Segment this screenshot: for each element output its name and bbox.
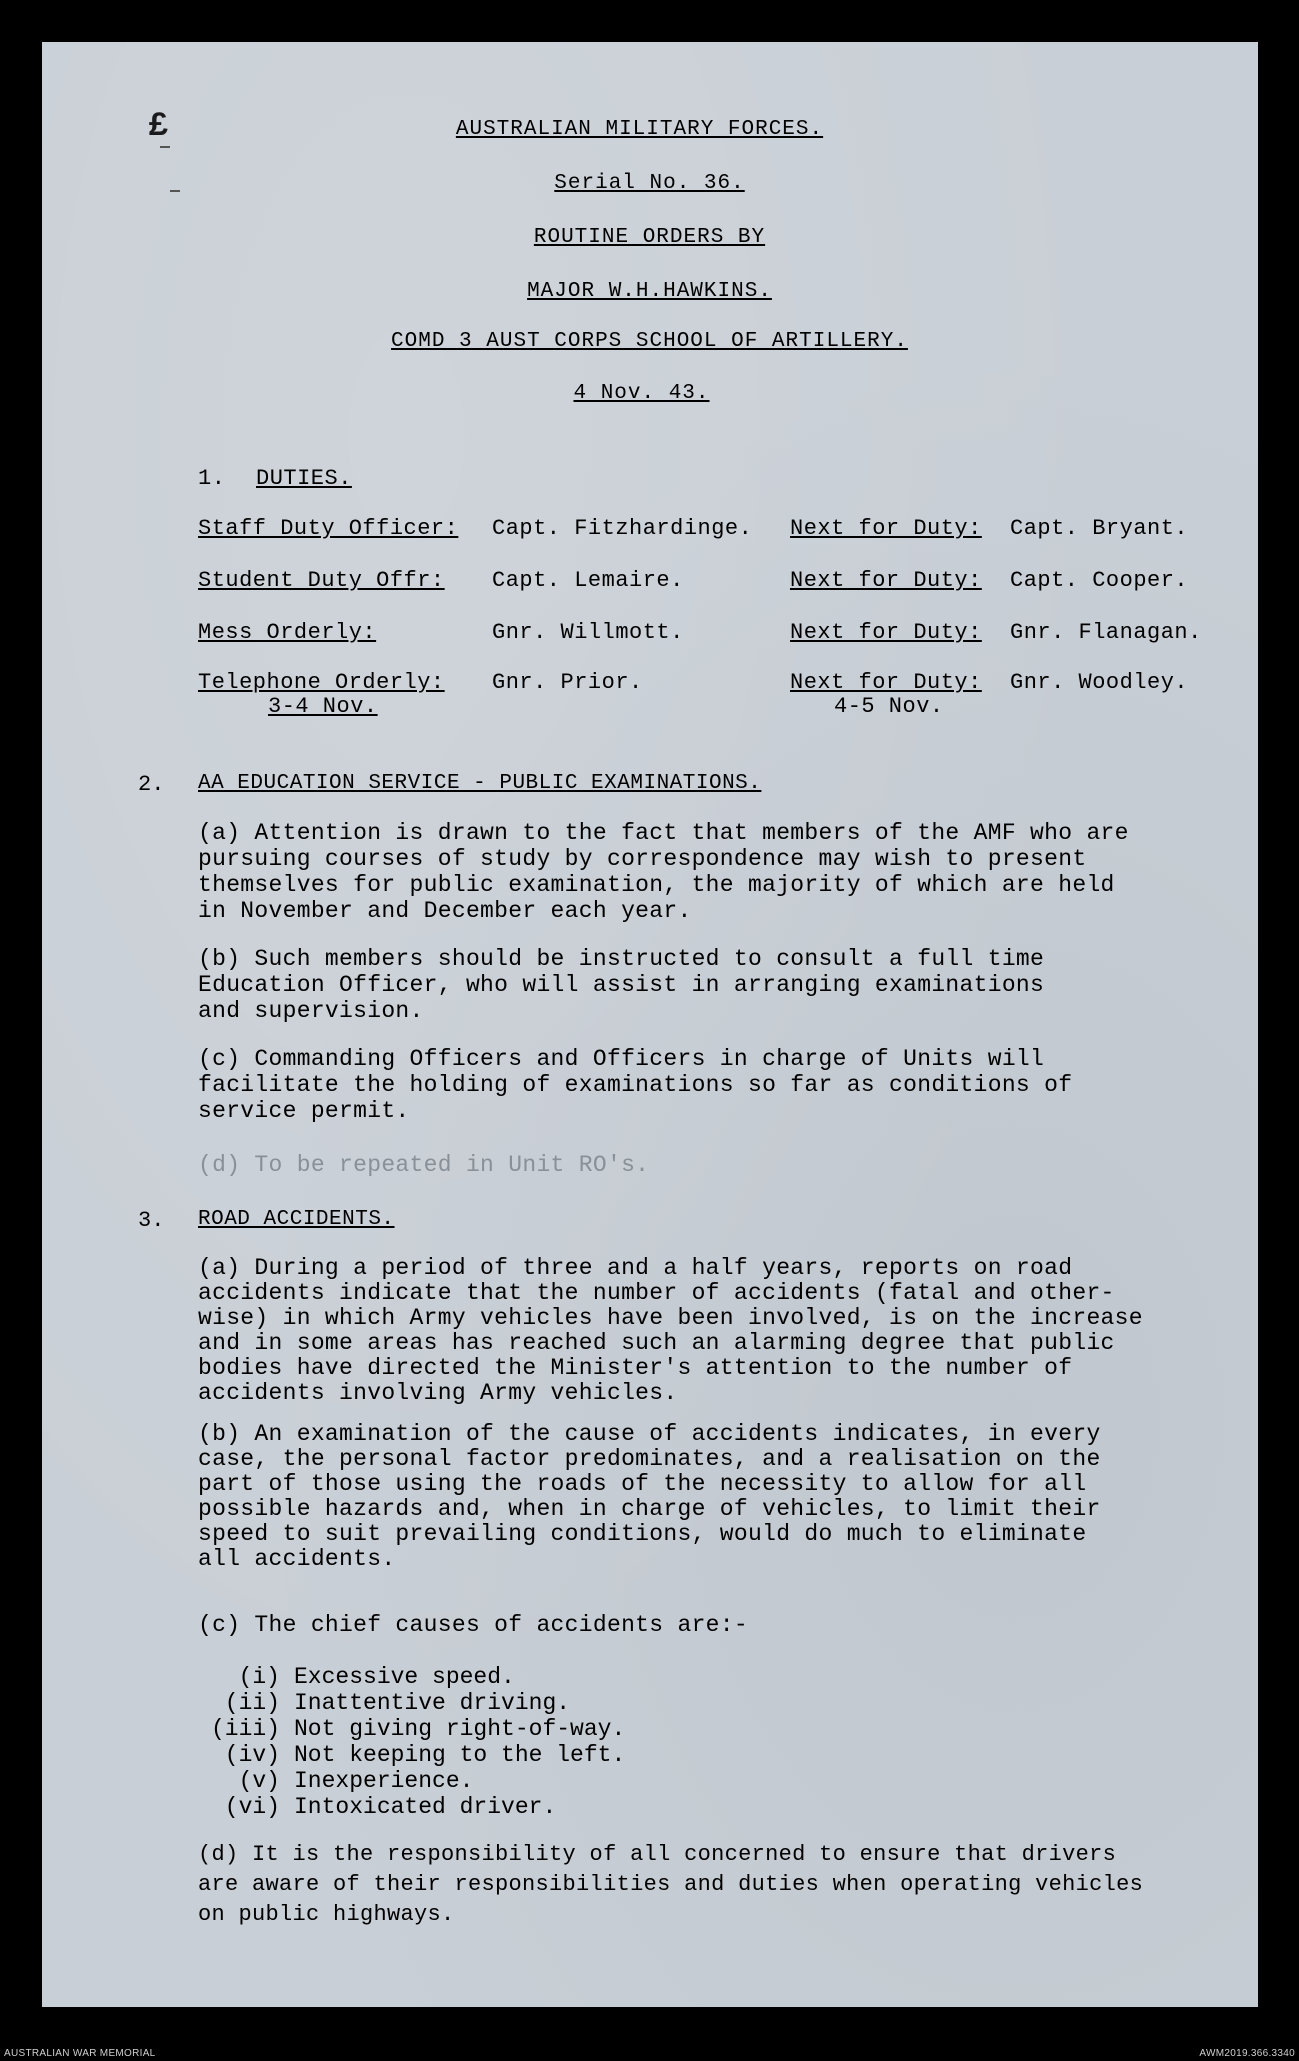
next-duty-name: Gnr. Woodley. [1010,670,1189,695]
header-line-2: Serial No. 36. [554,172,745,195]
footer-source: AUSTRALIAN WAR MEMORIAL [4,2048,156,2059]
duty-role: Staff Duty Officer: [198,516,459,541]
list-item-text: Intoxicated driver. [294,1794,557,1820]
section-2-para-c: (c) Commanding Officers and Officers in charge of Units will facilitate the holding of examinations so far as conditions of service permit. [198,1046,1073,1124]
list-item-label: (i) [238,1664,280,1690]
next-duty-label: Next for Duty: [790,620,982,645]
duty-name: Capt. Fitzhardinge. [492,516,753,541]
duty-role: Student Duty Offr: [198,568,445,593]
next-duty-label: Next for Duty: [790,516,982,541]
section-3-title: ROAD ACCIDENTS. [198,1208,395,1231]
list-item-label: (vi) [224,1794,280,1820]
header-line-1: AUSTRALIAN MILITARY FORCES. [455,118,824,141]
list-item [190,1768,473,1794]
list-item-label: (v) [238,1768,280,1794]
header-line-4: MAJOR W.H.HAWKINS. [527,280,772,303]
section-2-number: 2. [138,772,165,797]
section-2-para-a: (a) Attention is drawn to the fact that members of the AMF who are pursuing courses of study by correspondence may wish to present themselves for public examination, the majority of which are held in November and December each year. [198,820,1129,924]
list-item-text: Not giving right-of-way. [294,1716,626,1742]
section-2-para-d: (d) To be repeated in Unit RO's. [198,1152,650,1178]
footer-accession-number: AWM2019.366.3340 [1199,2048,1295,2059]
margin-mark: £ [148,108,169,146]
list-item [190,1664,515,1690]
section-3-para-b: (b) An examination of the cause of accidents indicates, in every case, the personal factor predominates, and a realisation on the part of those using the roads of the necessity to allow for all possible hazards and, when in charge of vehicles, to limit their speed to suit prevailing conditions, would do much to eliminate all accidents. [198,1421,1101,1572]
list-item-label: (iii) [210,1716,280,1742]
section-3-number: 3. [138,1208,165,1233]
duty-role: Mess Orderly: [198,620,377,645]
list-item [190,1716,625,1742]
section-2-para-b: (b) Such members should be instructed to consult a full time Education Officer, who will assist in arranging examinations and supervision. [198,946,1045,1024]
header-line-5: COMD 3 AUST CORPS SCHOOL OF ARTILLERY. [391,330,908,353]
list-item [190,1690,570,1716]
duty-name: Gnr. Prior. [492,670,643,695]
list-item-text: Inattentive driving. [294,1690,571,1716]
next-duty-label: Next for Duty: [790,568,982,593]
list-item-label: (iv) [224,1742,280,1768]
duty-name: Gnr. Willmott. [492,620,684,645]
section-2-title: AA EDUCATION SERVICE - PUBLIC EXAMINATIONS. [198,772,762,795]
list-item [190,1742,625,1768]
section-3-para-a: (a) During a period of three and a half years, reports on road accidents indicate that the number of accidents (fatal and other- wise) in which Army vehicles have been involved, is on the increase and in some areas has reached such an alarming degree that public bodies have directed the Minister's attention to the number of accidents involving Army vehicles. [198,1255,1143,1406]
section-1-number: 1. [198,466,226,491]
section-3-para-d: (d) It is the responsibility of all concerned to ensure that drivers are aware of their responsibilities and duties when operating vehicles on public highways. [198,1842,1144,1927]
list-item-text: Inexperience. [294,1768,474,1794]
next-duty-name: Capt. Bryant. [1010,516,1189,541]
list-item-label: (ii) [224,1690,280,1716]
duty-role: Telephone Orderly: [198,670,445,695]
duty-name: Capt. Lemaire. [492,568,684,593]
header-line-3: ROUTINE ORDERS BY [533,226,766,249]
section-3-para-c: (c) The chief causes of accidents are:- [198,1612,748,1638]
next-duty-name: Capt. Cooper. [1010,568,1189,593]
header-line-6: 4 Nov. 43. [573,382,710,405]
next-duty-label: Next for Duty: [790,670,982,695]
next-duty-date: 4-5 Nov. [834,694,944,719]
list-item-text: Excessive speed. [294,1664,515,1690]
next-duty-name: Gnr. Flanagan. [1010,620,1202,645]
list-item-text: Not keeping to the left. [294,1742,626,1768]
section-1-title: DUTIES. [256,466,352,491]
list-item [190,1794,556,1820]
duty-role-date: 3-4 Nov. [268,694,378,719]
margin-tick [160,146,170,148]
